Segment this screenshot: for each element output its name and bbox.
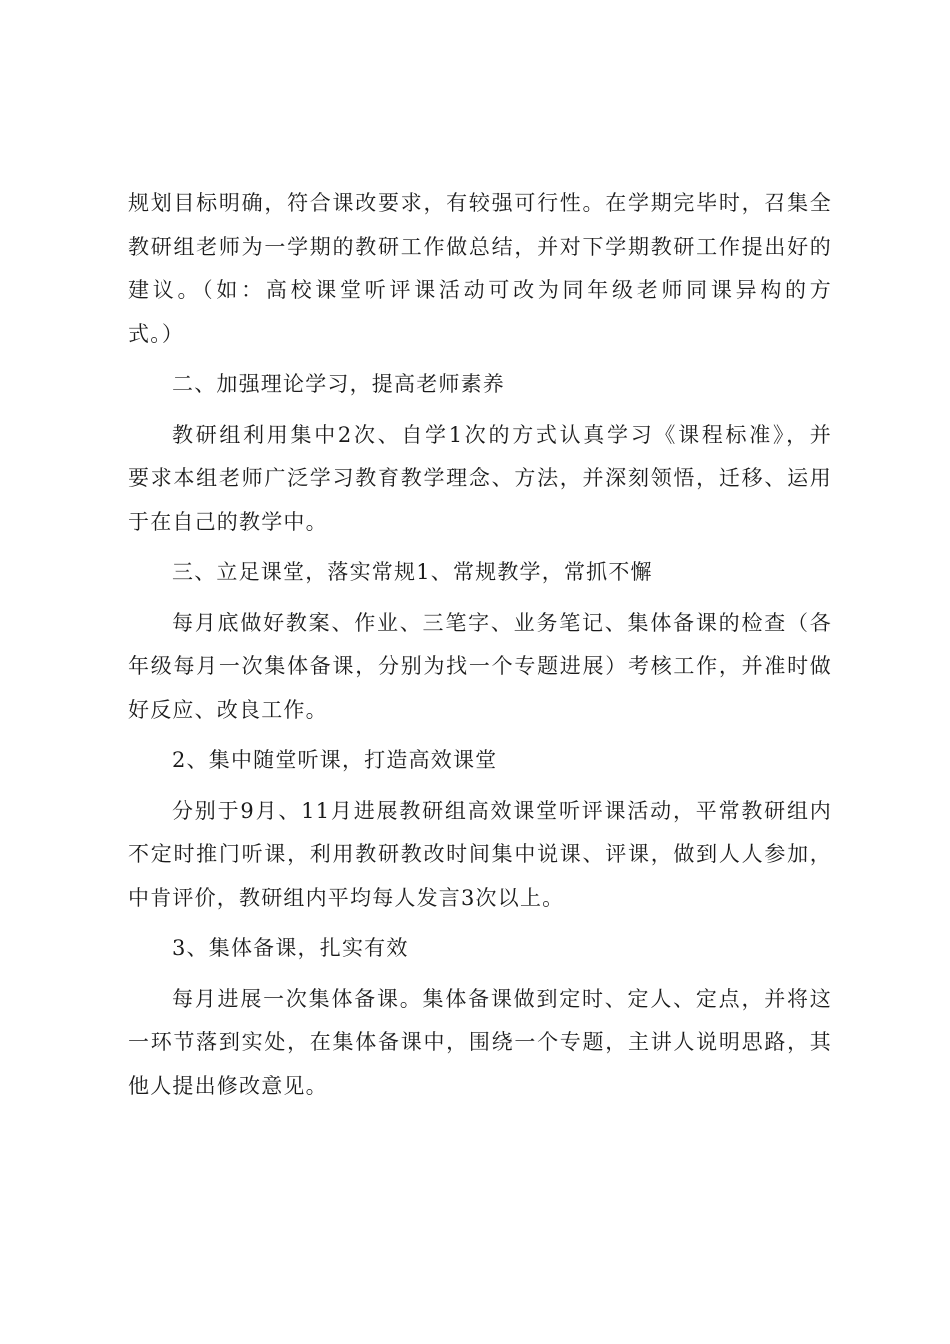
paragraph-line: 于在自己的教学中。 [128,509,328,534]
paragraph-line: 规划目标明确，符合课改要求，有较强可行性。在学期完毕时，召集全 [128,191,832,215]
paragraph-line: 要求本组老师广泛学习教育教学理念、方法，并深刻领悟，迁移、运用 [128,466,832,490]
section-heading: 三、立足课堂，落实常规1、常规教学，常抓不懈 [172,560,653,584]
paragraph-line: 建议。（如：高校课堂听评课活动可改为同年级老师同课异构的方 [128,278,832,302]
paragraph-line: 每月底做好教案、作业、三笔字、业务笔记、集体备课的检查（各 [172,610,832,635]
paragraph-line: 分别于9月、11月进展教研组高效课堂听评课活动，平常教研组内 [172,798,832,823]
paragraph-line: 不定时推门听课，利用教研教改时间集中说课、评课，做到人人参加， [128,842,832,866]
paragraph-line: 年级每月一次集体备课，分别为找一个专题进展）考核工作，并准时做 [128,654,832,678]
paragraph-line: 好反应、改良工作。 [128,697,328,722]
document-body [128,182,832,1108]
section-heading: 二、加强理论学习，提高老师素养 [172,372,505,396]
paragraph-line: 教研组老师为一学期的教研工作做总结，并对下学期教研工作提出好的 [128,234,832,259]
paragraph-line: 一环节落到实处，在集体备课中，围绕一个专题，主讲人说明思路，其 [128,1030,832,1054]
paragraph-line: 每月进展一次集体备课。集体备课做到定时、定人、定点，并将这 [172,986,832,1011]
section-heading: 2、集中随堂听课，打造高效课堂 [172,748,498,772]
paragraph-line: 中肯评价，教研组内平均每人发言3次以上。 [128,885,565,910]
paragraph-line: 式。） [128,321,185,346]
section-heading: 3、集体备课，扎实有效 [172,936,409,960]
paragraph-line: 教研组利用集中2次、自学1次的方式认真学习《课程标准》，并 [172,422,832,447]
paragraph-line: 他人提出修改意见。 [128,1073,328,1098]
